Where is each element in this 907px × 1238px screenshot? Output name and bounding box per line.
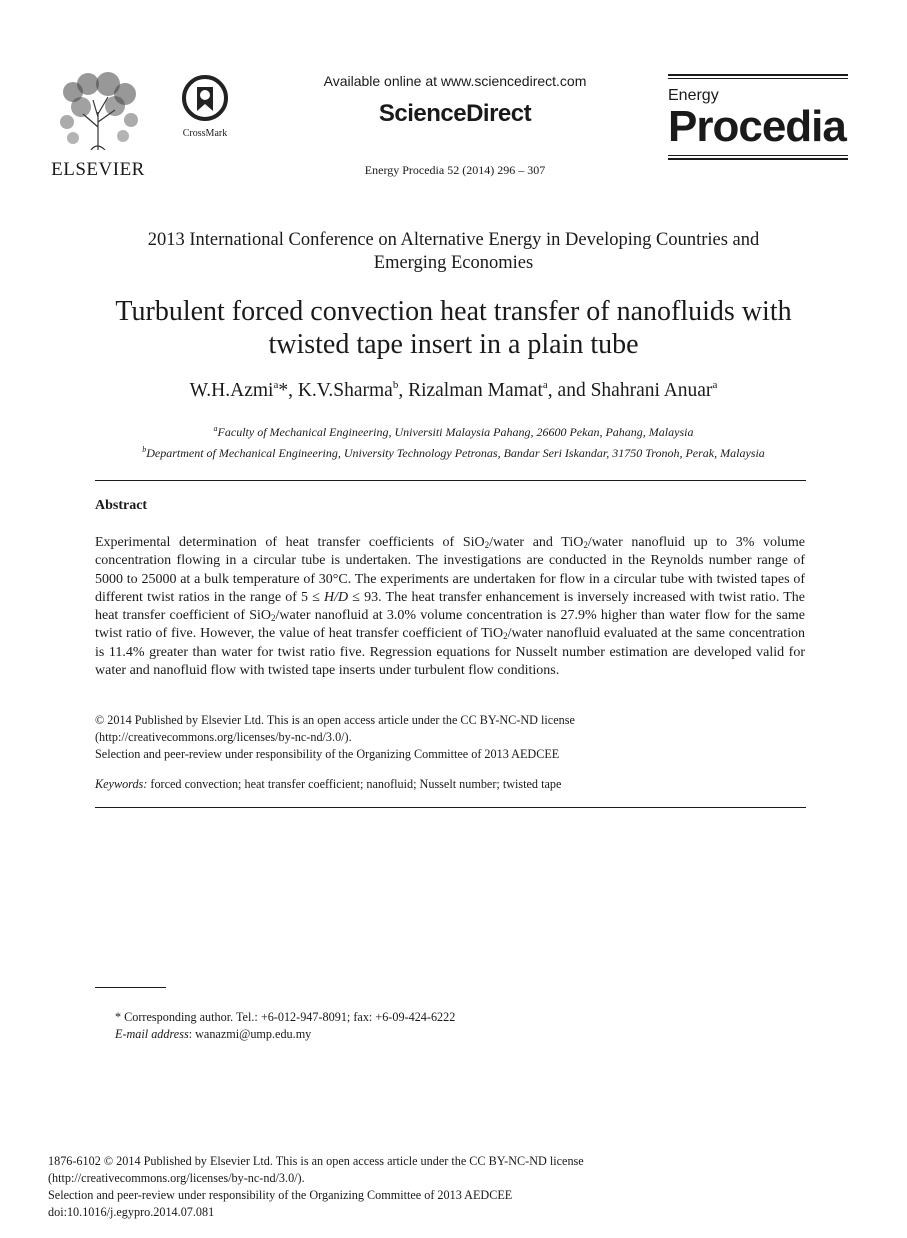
keywords [95, 777, 805, 792]
elsevier-logo [48, 72, 148, 182]
paper-title [60, 295, 847, 361]
author-name: Shahrani Anuar [590, 380, 713, 401]
affiliation-text: Faculty of Mechanical Engineering, Universiti Malaysia Pahang, 26600 Pekan, Pahang, Malaysia [217, 425, 694, 439]
journal-citation: Energy Procedia 52 (2014) 296 – 307 [364, 163, 546, 177]
author-affil-sup: a [712, 379, 718, 391]
journal-name-small: Energy [668, 87, 719, 104]
conference-name [90, 229, 817, 275]
subscript: 2 [271, 613, 276, 624]
affiliation [60, 420, 847, 441]
license-notice [95, 712, 805, 763]
conference-line: 2013 International Conference on Alternative Energy in Developing Countries and [147, 230, 760, 250]
affiliation-sup: a [213, 424, 218, 433]
logo-rule [668, 78, 848, 79]
abstract-fragment: /water nanofluid up to 3% volume concentration flowing in a circular tube is undertaken. The investigations are conducted in the Reynolds number range of 5000 to 25000 at a bulk temperature of 30°C. The experiments are undertaken for flow in a circular tube with twisted tapes of different twist ratios in the range of 5 ≤ [95, 535, 805, 605]
elsevier-wordmark: ELSEVIER [51, 159, 145, 180]
abstract-heading: Abstract [95, 498, 148, 513]
twist-ratio-symbol: H/D [324, 589, 349, 605]
license-line: Selection and peer-review under responsibility of the Organizing Committee of 2013 AEDCEE [95, 747, 560, 761]
logo-rule [668, 155, 848, 156]
abstract-fragment: /water nanofluid evaluated at the same concentration is 11.4% greater than water for twist ratio five. Regression equations for Nusselt number estimation are developed valid for water and nanofluid flow with twisted tape inserts under turbulent flow conditions. [95, 626, 805, 679]
author-affil-sup: a [273, 379, 279, 391]
logo-rule [668, 74, 848, 76]
keywords-text: forced convection; heat transfer coefficient; nanofluid; Nusselt number; twisted tape [147, 777, 562, 791]
footnote-rule [95, 987, 166, 988]
elsevier-tree-icon [53, 72, 143, 150]
available-online: Available online at www.sciencedirect.com [323, 73, 587, 89]
affiliation [60, 441, 847, 462]
affiliation-text: Department of Mechanical Engineering, University Technology Petronas, Bandar Seri Iskandar, 31750 Tronoh, Perak, Malaysia [146, 446, 765, 460]
bottom-notice [48, 1153, 848, 1221]
peer-review-line: Selection and peer-review under responsibility of the Organizing Committee of 2013 AEDCEE [48, 1188, 513, 1202]
author-separator: , and [547, 380, 591, 401]
author-name: Rizalman Mamat [408, 380, 543, 401]
author-affil-sup: a [542, 379, 548, 391]
logo-rule [668, 158, 848, 160]
abstract-text [95, 534, 805, 680]
abstract-fragment: /water nanofluid at 3.0% volume concentration is 27.9% higher than water flow for the same twist ratio of five. However, the value of heat transfer coefficient of TiO [95, 608, 805, 642]
abstract-fragment: Experimental determination of heat transfer coefficients of SiO [95, 535, 485, 550]
divider [95, 480, 806, 481]
crossmark-badge[interactable] [170, 75, 240, 139]
affiliations [60, 420, 847, 462]
subscript: 2 [583, 540, 588, 550]
author-name: K.V.Sharma [297, 380, 393, 401]
conference-line: Emerging Economies [373, 253, 534, 273]
title-line: Turbulent forced convection heat transfer of nanofluids with [115, 296, 792, 327]
license-line: © 2014 Published by Elsevier Ltd. This is an open access article under the CC BY-NC-ND license [95, 713, 575, 727]
crossmark-label: CrossMark [182, 128, 228, 139]
license-link[interactable]: (http://creativecommons.org/licenses/by-nc-nd/3.0/). [48, 1171, 305, 1185]
abstract-fragment: ≤ 93. The heat transfer enhancement is inversely increased with twist ratio. The heat transfer coefficient of SiO [95, 589, 805, 624]
sciencedirect-logo: ScienceDirect [378, 100, 532, 127]
corresponding-author: * Corresponding author. Tel.: +6-012-947-8091; fax: +6-09-424-6222 [115, 1010, 456, 1024]
subscript: 2 [503, 631, 508, 642]
email-address[interactable]: : wanazmi@ump.edu.my [188, 1027, 312, 1041]
subscript: 2 [484, 540, 490, 550]
author-affil-sup: b [392, 379, 399, 391]
journal-name-big: Procedia [668, 102, 846, 151]
keywords-label: Keywords: [95, 777, 148, 791]
crossmark-icon [182, 75, 228, 121]
affiliation-sup: b [142, 445, 147, 454]
license-link[interactable]: (http://creativecommons.org/licenses/by-nc-nd/3.0/). [95, 730, 352, 744]
author-list [60, 379, 847, 402]
footnote [115, 1009, 805, 1043]
divider [95, 807, 806, 808]
author-separator: , [398, 380, 409, 401]
doi-line[interactable]: doi:10.1016/j.egypro.2014.07.081 [48, 1205, 215, 1219]
abstract-fragment: /water and TiO [489, 535, 584, 550]
author-separator: *, [278, 380, 298, 401]
email-line [115, 1026, 805, 1043]
email-label: E-mail address [115, 1027, 189, 1041]
issn-line: 1876-6102 © 2014 Published by Elsevier Ltd. This is an open access article under the CC BY-NC-ND license [48, 1154, 584, 1168]
author-name: W.H.Azmi [189, 380, 274, 401]
title-line: twisted tape insert in a plain tube [268, 329, 639, 360]
energy-procedia-logo [668, 74, 848, 178]
